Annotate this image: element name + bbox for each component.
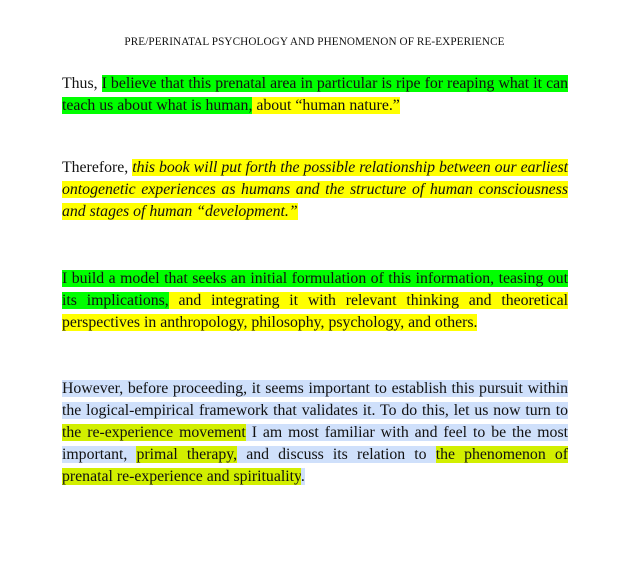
- p4-olive-highlight-2: primal therapy,: [136, 446, 238, 463]
- p4-blue-highlight-3: and discuss its relation to: [237, 446, 436, 463]
- paragraph-2: [62, 157, 568, 223]
- p3-yellow-highlight: and integrating it with relevant thinking and theoretical perspectives in anthropology, philosophy, psychology, and others.: [62, 292, 568, 331]
- p4-blue-highlight-1: However, before proceeding, it seems important to establish this pursuit within the logical-empirical framework that validates it. To do this, let us now turn to: [62, 380, 568, 419]
- p1-green-highlight: I believe that this prenatal area in particular is ripe for reaping what it can teach us about what is human,: [62, 75, 568, 114]
- p1-text-lead: Thus,: [62, 75, 102, 92]
- paragraph-4: [62, 378, 568, 488]
- p2-yellow-italic-highlight: this book will put forth the possible relationship between our earliest ontogenetic experiences as humans and the structure of human consciousness and stages of human “development.”: [62, 159, 568, 220]
- paragraph-1: [62, 73, 568, 117]
- p2-text-lead: Therefore,: [62, 159, 133, 176]
- p4-olive-highlight-3: the phenomenon of prenatal re-experience and spirituality: [62, 446, 568, 485]
- p4-blue-highlight-2: I am most familiar with and feel to be the most important,: [62, 424, 568, 463]
- p4-olive-highlight-1: the re-experience movement: [62, 424, 246, 441]
- p4-blue-highlight-4: .: [300, 468, 305, 485]
- paragraph-3: [62, 268, 568, 334]
- running-header: PRE/PERINATAL PSYCHOLOGY AND PHENOMENON OF RE-EXPERIENCE: [124, 36, 505, 48]
- p1-yellow-highlight: about “human nature.”: [252, 97, 400, 114]
- p3-green-highlight: I build a model that seeks an initial formulation of this information, teasing out its implications,: [62, 270, 568, 309]
